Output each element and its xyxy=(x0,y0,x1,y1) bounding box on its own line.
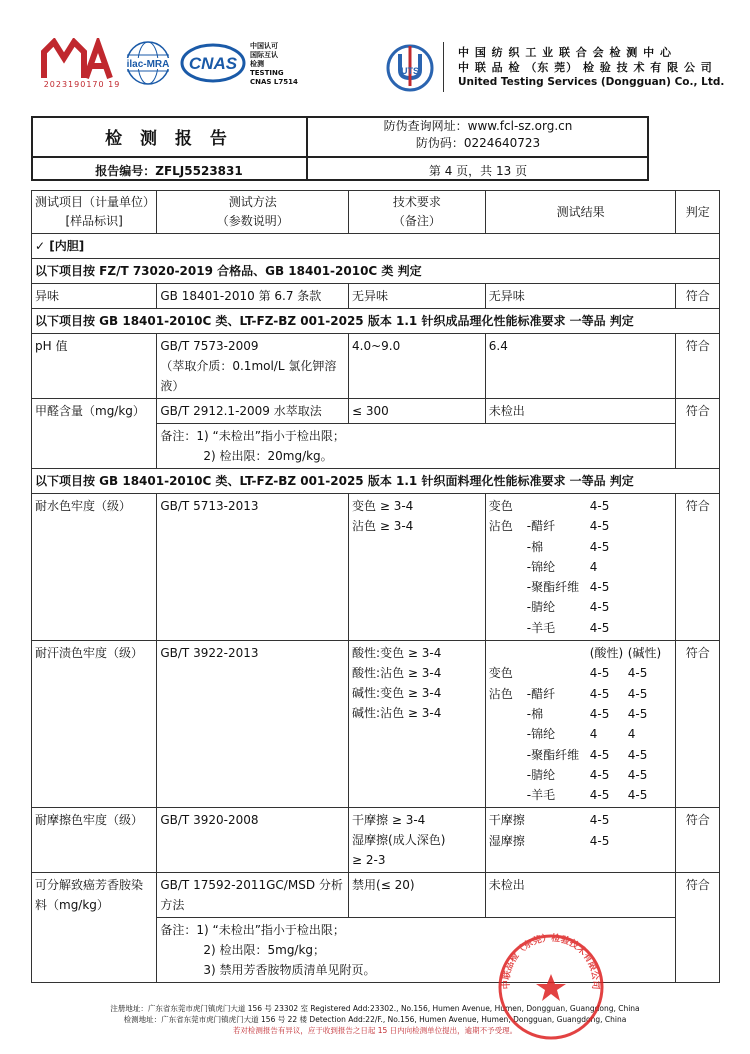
cell-item: 耐水色牢度（级） xyxy=(32,494,157,641)
method-note: （萃取介质：0.1mol/L 氯化钾溶液） xyxy=(160,359,337,393)
verify-url: 防伪查询网址：www.fcl-sz.org.cn xyxy=(383,119,573,133)
header-text: 测试项目（计量单位） xyxy=(35,195,156,209)
header-text: （备注） xyxy=(392,214,441,228)
ilac-mra-logo-text: ilac-MRA xyxy=(126,59,170,70)
req-line: ≥ 2-3 xyxy=(352,853,386,868)
method-text: GB/T 7573-2009 xyxy=(160,339,259,353)
section-title: 以下项目按 GB 18401-2010C 类、LT-FZ-BZ 001-2025 版本 1.1 针织成品理化性能标准要求 一等品 判定 xyxy=(32,309,720,334)
result-value: 4 xyxy=(627,727,636,742)
cell-method: GB/T 17592-2011GC/MSD 分析方法 xyxy=(157,873,349,918)
result-value: -腈纶 xyxy=(526,767,556,782)
result-value: 湿摩擦 xyxy=(488,833,525,848)
result-value xyxy=(628,810,666,830)
org-name-en: United Testing Services (Dongguan) Co., Ltd. xyxy=(458,76,725,88)
note-line: 2) 检出限：5mg/kg； xyxy=(203,943,326,958)
note-line: 备注：1) “未检出”指小于检出限； xyxy=(160,429,345,443)
title-box-divider xyxy=(31,156,649,158)
result-value: -腈纶 xyxy=(526,600,556,615)
table-row xyxy=(32,808,720,873)
cell-method: GB/T 3922-2013 xyxy=(157,641,349,808)
result-value: 变色 xyxy=(488,666,513,681)
cell-method: GB/T 5713-2013 xyxy=(157,494,349,641)
result-value xyxy=(489,597,527,617)
table-row xyxy=(32,284,720,309)
result-grid xyxy=(489,496,673,638)
cell-verdict: 符合 xyxy=(676,873,720,983)
result-value: -棉 xyxy=(526,539,544,554)
cell-requirement: 4.0~9.0 xyxy=(349,334,486,399)
note-line: 备注：1) “未检出”指小于检出限； xyxy=(160,923,345,938)
result-value xyxy=(628,618,666,638)
cell-verdict: 符合 xyxy=(676,494,720,641)
req-line: 酸性:变色 ≥ 3-4 xyxy=(352,646,442,661)
result-value: -锦纶 xyxy=(526,559,556,574)
cell-result xyxy=(485,808,676,873)
cell-verdict: 符合 xyxy=(676,284,720,309)
result-value: -羊毛 xyxy=(526,620,556,635)
result-value: 4-5 xyxy=(627,666,648,681)
note-line: 3) 禁用芳香胺物质清单见附页。 xyxy=(203,963,376,978)
req-line: 碱性:沾色 ≥ 3-4 xyxy=(352,706,442,721)
result-value: 变色 xyxy=(488,499,513,513)
result-value: 4-5 xyxy=(589,706,610,721)
result-value xyxy=(628,577,666,597)
cell-requirement: 禁用(≤ 20) xyxy=(349,873,486,918)
cell-result xyxy=(485,641,676,808)
cell-method: GB/T 3920-2008 xyxy=(157,808,349,873)
section-row xyxy=(32,469,720,494)
cell-verdict: 符合 xyxy=(676,641,720,808)
cell-requirement xyxy=(349,808,486,873)
result-value: 4-5 xyxy=(627,686,648,701)
cell-result xyxy=(485,494,676,641)
result-value xyxy=(489,724,527,744)
result-value: 4-5 xyxy=(627,706,648,721)
result-value xyxy=(628,516,666,536)
note-cell xyxy=(157,424,676,469)
cell-item: 甲醛含量（mg/kg） xyxy=(32,399,157,469)
ilac-mra-logo xyxy=(120,40,176,86)
result-value: -聚酯纤维 xyxy=(526,747,580,762)
result-value xyxy=(489,704,527,724)
header-method xyxy=(157,191,349,234)
result-value xyxy=(489,577,527,597)
footer xyxy=(0,1003,750,1036)
cnas-line: CNAS L7514 xyxy=(250,78,298,86)
result-value: 4-5 xyxy=(589,788,610,803)
cell-requirement: 无异味 xyxy=(349,284,486,309)
result-value: 4-5 xyxy=(589,833,610,848)
cell-result: 无异味 xyxy=(485,284,676,309)
org-name-cn-2: 中 联 品 检 （东 莞） 检 验 技 术 有 限 公 司 xyxy=(458,61,713,74)
result-value: 4-5 xyxy=(589,499,610,513)
cnas-accreditation-text xyxy=(250,42,298,87)
result-value: 4-5 xyxy=(627,767,648,782)
result-value: 4-5 xyxy=(589,747,610,762)
report-number: 报告编号：ZFLJ5523831 xyxy=(95,164,243,178)
uts-logo xyxy=(384,40,436,96)
result-value xyxy=(628,831,666,851)
result-grid xyxy=(489,810,673,851)
cell-item: 耐摩擦色牢度（级） xyxy=(32,808,157,873)
cell-verdict: 符合 xyxy=(676,334,720,399)
cell-result: 未检出 xyxy=(485,873,676,918)
cell-item: pH 值 xyxy=(32,334,157,399)
objection-notice: 若对检测报告有异议，应于收到报告之日起 15 日内向检测单位提出，逾期不予受理。 xyxy=(232,1026,518,1035)
cnas-logo-text: CNAS xyxy=(188,54,238,73)
result-value: -聚酯纤维 xyxy=(526,580,580,595)
result-value xyxy=(527,643,590,663)
test-results-table xyxy=(31,190,720,983)
header-divider xyxy=(443,42,444,92)
result-value: 4-5 xyxy=(589,539,610,554)
header-text: （参数说明） xyxy=(216,214,289,228)
result-value: 4-5 xyxy=(589,620,610,635)
result-value xyxy=(489,785,527,805)
registered-address: 注册地址：广东省东莞市虎门镇虎门大道 156 号 23302 室 Registered Add:23302., No.156, Humen Avenue, Humen, Dongguan, Guangdong, China xyxy=(110,1004,640,1013)
result-value xyxy=(489,765,527,785)
verify-code: 防伪码：0224640723 xyxy=(415,136,541,150)
result-value xyxy=(489,643,527,663)
result-value: 沾色 xyxy=(488,686,513,701)
req-line: 湿摩擦(成人深色) xyxy=(352,833,446,848)
result-value: 沾色 xyxy=(488,519,513,534)
result-value: -锦纶 xyxy=(526,727,556,742)
req-line: 沾色 ≥ 3-4 xyxy=(352,519,414,533)
result-value xyxy=(628,537,666,557)
result-value xyxy=(527,810,590,830)
result-value: -醋纤 xyxy=(526,686,556,701)
result-value: 4-5 xyxy=(589,767,610,782)
cell-requirement xyxy=(349,641,486,808)
cell-method: GB/T 2912.1-2009 水萃取法 xyxy=(157,399,349,424)
table-row xyxy=(32,399,720,424)
cell-item: 异味 xyxy=(32,284,157,309)
result-value: 4-5 xyxy=(589,813,610,828)
uts-logo-text: UTS xyxy=(401,66,419,76)
part-row xyxy=(32,234,720,259)
section-title: 以下项目按 GB 18401-2010C 类、LT-FZ-BZ 001-2025 版本 1.1 针织面料理化性能标准要求 一等品 判定 xyxy=(32,469,720,494)
organization-name xyxy=(458,45,724,90)
result-value xyxy=(489,537,527,557)
result-value xyxy=(628,496,666,516)
cell-verdict: 符合 xyxy=(676,808,720,873)
result-value: 4-5 xyxy=(589,686,610,701)
cell-result: 6.4 xyxy=(485,334,676,399)
result-value: 4 xyxy=(589,727,598,742)
cnas-line: 中国认可 xyxy=(250,42,278,50)
cell-verdict: 符合 xyxy=(676,399,720,469)
result-value: 4-5 xyxy=(627,747,648,762)
cma-number: 2023190170 19 xyxy=(43,80,121,89)
page-number: 第 4 页，共 13 页 xyxy=(428,164,528,178)
result-value: 4-5 xyxy=(589,666,610,681)
result-value: 4-5 xyxy=(589,600,610,615)
result-value: 4-5 xyxy=(589,580,610,595)
part-label: ✓ [内胆] xyxy=(32,234,720,259)
result-value xyxy=(527,496,590,516)
header-text: 测试方法 xyxy=(228,195,277,209)
header-requirement xyxy=(349,191,486,234)
table-row xyxy=(32,494,720,641)
result-value: -羊毛 xyxy=(526,788,556,803)
cell-result: 未检出 xyxy=(485,399,676,424)
req-line: 变色 ≥ 3-4 xyxy=(352,499,414,513)
result-value: (酸性) xyxy=(589,646,624,661)
section-row xyxy=(32,259,720,284)
result-value xyxy=(527,663,590,683)
cell-requirement: ≤ 300 xyxy=(349,399,486,424)
result-grid xyxy=(489,643,673,805)
cell-item: 可分解致癌芳香胺染料（mg/kg） xyxy=(32,873,157,983)
result-value xyxy=(489,745,527,765)
section-row xyxy=(32,309,720,334)
result-value xyxy=(628,597,666,617)
cnas-line: 检测 xyxy=(250,60,264,68)
header-result: 测试结果 xyxy=(485,191,676,234)
result-value: 4 xyxy=(589,559,598,574)
company-seal xyxy=(496,932,606,1042)
note-line: 2) 检出限：20mg/kg。 xyxy=(203,449,333,463)
req-line: 干摩擦 ≥ 3-4 xyxy=(352,813,426,828)
result-value xyxy=(489,618,527,638)
header-item xyxy=(32,191,157,234)
result-value: -醋纤 xyxy=(526,519,556,534)
table-row xyxy=(32,334,720,399)
cell-method: GB 18401-2010 第 6.7 条款 xyxy=(157,284,349,309)
report-title: 检 测 报 告 xyxy=(105,129,233,149)
cnas-line: TESTING xyxy=(250,69,284,77)
req-line: 碱性:变色 ≥ 3-4 xyxy=(352,686,442,701)
cell-item: 耐汗渍色牢度（级） xyxy=(32,641,157,808)
header-text: [样品标识] xyxy=(65,214,123,228)
table-row xyxy=(32,641,720,808)
section-title: 以下项目按 FZ/T 73020-2019 合格品、GB 18401-2010C 类 判定 xyxy=(32,259,720,284)
cnas-line: 国际互认 xyxy=(250,51,278,59)
seal-text: 中联品检（东莞）检验技术有限公司 xyxy=(501,933,601,990)
table-row xyxy=(32,873,720,918)
cnas-logo xyxy=(180,40,246,86)
header-verdict: 判定 xyxy=(676,191,720,234)
result-value: (碱性) xyxy=(627,646,662,661)
result-value xyxy=(628,557,666,577)
result-value: -棉 xyxy=(526,706,544,721)
cell-requirement xyxy=(349,494,486,641)
detection-address: 检测地址：广东省东莞市虎门镇虎门大道 156 号 22 楼 Detection Add:22/F., No.156, Humen Avenue, Humen, Dongguan, Guangdong, China xyxy=(123,1015,627,1024)
req-line: 酸性:沾色 ≥ 3-4 xyxy=(352,666,442,681)
result-value: 4-5 xyxy=(627,788,648,803)
result-value: 4-5 xyxy=(589,519,610,534)
table-header-row xyxy=(32,191,720,234)
org-name-cn-1: 中 国 纺 织 工 业 联 合 会 检 测 中 心 xyxy=(458,46,672,59)
result-value xyxy=(527,831,590,851)
header-text: 技术要求 xyxy=(392,195,441,209)
result-value xyxy=(489,557,527,577)
verification-info xyxy=(308,118,648,152)
result-value: 干摩擦 xyxy=(488,813,525,828)
cell-method xyxy=(157,334,349,399)
